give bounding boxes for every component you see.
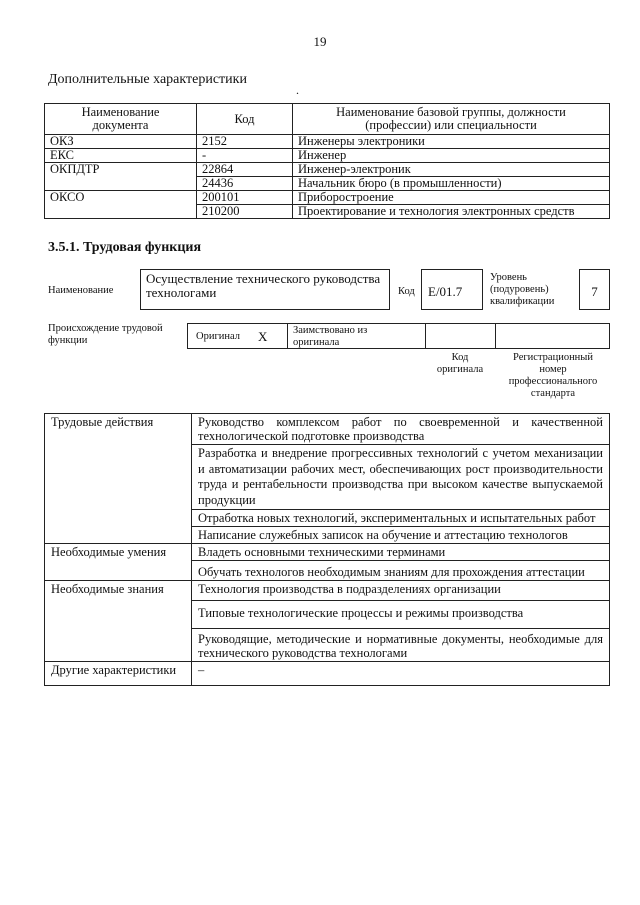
table-row <box>45 163 610 177</box>
cell-code: 210200 <box>197 205 293 219</box>
function-name-label: Наименование <box>48 285 114 296</box>
divider <box>425 324 426 348</box>
table-row <box>45 581 610 601</box>
code-original-label: Код оригинала <box>436 352 484 375</box>
additional-characteristics-table <box>44 103 610 219</box>
table-row <box>45 544 610 561</box>
level-box <box>579 269 610 310</box>
cell-name: Проектирование и технология электронных средств <box>293 205 610 219</box>
table-row <box>45 135 610 149</box>
original-label: Оригинал <box>196 331 240 342</box>
header-group-name: Наименование базовой группы, должности (профессии) или специальности <box>293 104 610 135</box>
code-value: E/01.7 <box>428 284 463 299</box>
table-row <box>45 191 610 205</box>
origin-box <box>187 323 610 349</box>
level-value: 7 <box>591 284 598 299</box>
reg-number-label: Регистрационный номер профессионального стандарта <box>508 352 598 399</box>
table-row <box>45 414 610 445</box>
cell-code: 24436 <box>197 177 293 191</box>
cell-code: 2152 <box>197 135 293 149</box>
section-title: 3.5.1. Трудовая функция <box>48 240 202 255</box>
item-text: Написание служебных записок на обучение и аттестацию технологов <box>192 527 610 544</box>
table-row <box>45 149 610 163</box>
additional-characteristics-title: Дополнительные характеристики <box>48 72 247 87</box>
item-text: Руководящие, методические и нормативные документы, необходимые для технического руководства технологами <box>192 629 610 662</box>
cell-name: Инженеры электроники <box>293 135 610 149</box>
item-text: – <box>192 662 610 686</box>
item-text: Типовые технологические процессы и режимы производства <box>192 601 610 629</box>
function-name-value: Осуществление технического руководства технологами <box>146 271 381 300</box>
code-box <box>421 269 483 310</box>
table-header-row <box>45 104 610 135</box>
dot-mark: . <box>296 83 299 97</box>
cell-name: Инженер-электроник <box>293 163 610 177</box>
code-label: Код <box>398 286 415 297</box>
function-name-box <box>140 269 390 310</box>
item-text: Владеть основными техническими терминами <box>192 544 610 561</box>
item-text: Руководство комплексом работ по своевременной и качественной технологической подготовке производства <box>192 414 610 445</box>
origin-label: Происхождение трудовой функции <box>48 323 163 346</box>
cell-doc: ОКСО <box>45 191 197 219</box>
cell-code: 22864 <box>197 163 293 177</box>
item-text: Обучать технологов необходимым знаниям для прохождения аттестации <box>192 561 610 581</box>
table-row <box>45 662 610 686</box>
cell-code: - <box>197 149 293 163</box>
original-mark: X <box>258 329 268 344</box>
header-doc-name: Наименование документа <box>45 104 197 135</box>
cell-name: Инженер <box>293 149 610 163</box>
cell-doc: ОКЗ <box>45 135 197 149</box>
item-text: Отработка новых технологий, экспериментальных и испытательных работ <box>192 510 610 527</box>
group-label: Трудовые действия <box>45 414 192 544</box>
group-label: Необходимые умения <box>45 544 192 581</box>
cell-doc: ОКПДТР <box>45 163 197 191</box>
cell-doc: ЕКС <box>45 149 197 163</box>
divider <box>495 324 496 348</box>
header-code: Код <box>197 104 293 135</box>
item-text: Разработка и внедрение прогрессивных технологий с учетом механизации и автоматизации рабочих мест, обеспечивающих рост производительности труда и рентабельности производства при высоком качестве выпускаемой продукции <box>192 445 610 510</box>
borrowed-label: Заимствовано из оригинала <box>293 325 368 348</box>
cell-name: Начальник бюро (в промышленности) <box>293 177 610 191</box>
group-label: Другие характеристики <box>45 662 192 686</box>
cell-code: 200101 <box>197 191 293 205</box>
level-label: Уровень (подуровень) квалификации <box>490 272 555 307</box>
item-text: Технология производства в подразделениях организации <box>192 581 610 601</box>
group-label: Необходимые знания <box>45 581 192 662</box>
cell-name: Приборостроение <box>293 191 610 205</box>
labor-actions-table <box>44 413 610 686</box>
page-number: 19 <box>313 34 327 49</box>
divider <box>287 324 288 348</box>
